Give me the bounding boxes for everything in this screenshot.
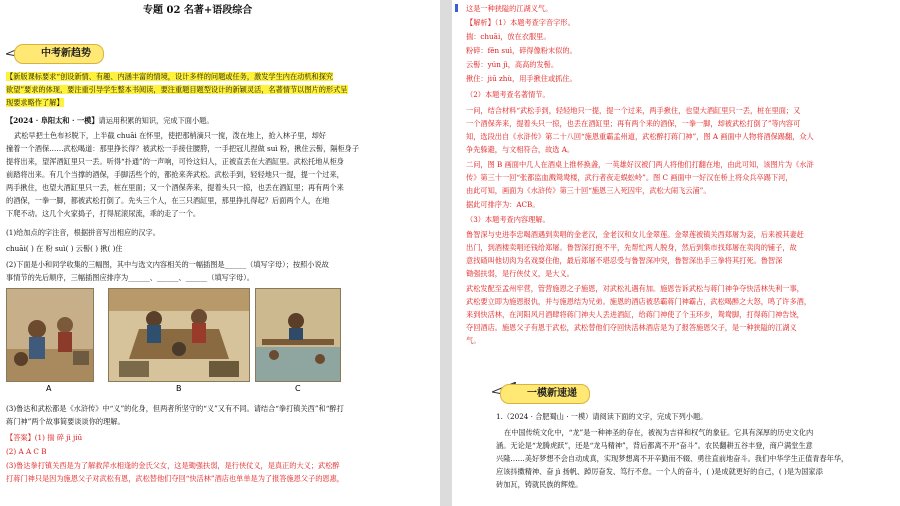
caption-c: C <box>295 384 301 393</box>
section-banner-mock: 一模新速递 <box>500 384 590 404</box>
intro-line: 现要求略作了解】 <box>6 98 64 107</box>
analysis-line: 气。 <box>466 336 481 345</box>
analysis-line: 据此可排序为：ACB。 <box>466 200 540 209</box>
analysis-line: 意找碴叫他切肉为名戏耍住他，最后郑屠不堪忍受与鲁智深冲突，鲁智深出手三拳将其打死。鲁智深 <box>466 256 783 265</box>
question-1: (1)给加点的字注音，根据拼音写出相应的汉字。 <box>6 228 160 237</box>
analysis-line: 云髻：yún jì，高高的发髻。 <box>466 60 559 69</box>
analysis-line: 这是一种狭隘的江湖义气。 <box>466 4 553 13</box>
margin-marker <box>455 4 458 12</box>
question-3: 蒋门神”两个故事简要谈谈你的理解。 <box>6 417 125 426</box>
analysis-line: 来到快活林，在河阳风月酒肆将蒋门神夫人丢进酒缸，给蒋门神使了个玉环步，鸳鸯脚，打得蒋门神告饶， <box>466 310 804 319</box>
analysis-line: 二问，图 B 画面中几人在酒桌上推杯换盏，一英雄好汉被门两人将他们打翻在地，由此可知，该图片为《水浒 <box>466 160 814 169</box>
section-banner-trend: 中考新趋势 <box>14 44 104 64</box>
illustration-c <box>255 288 341 382</box>
answer-2: (2) A A C B <box>6 447 47 456</box>
illustration-b <box>108 288 250 382</box>
passage-line: 提将出来，望浑酒缸里只一丢。听得“扑通”的一声响，可怜这妇人，正被直丢在大酒缸里。武松托地从柜身 <box>6 157 344 166</box>
question-source: 【2024 · 阜阳太和 · 一模】 <box>6 116 99 125</box>
question-1-items: chuāi( ) 在 粉 suì( ) 云髻( ) 揪( )住 <box>6 244 123 253</box>
passage-line: 涵。无论是“龙腾虎跃”，还是“龙马精神”，背后都离不开“奋斗”。农民翻耕五谷丰登，商户满堂生意 <box>496 441 813 450</box>
question-intro: 请运用积累的知识，完成下面小题。 <box>98 116 214 125</box>
analysis-line: 粉碎：fěn suì，碎得像粉末似的。 <box>466 46 577 55</box>
intro-line: 欲望”要求的体现，要注重引导学生整本书阅读，要注重题目题型设计的新颖灵活，名著情节以图片的形式呈 <box>6 85 348 94</box>
caption-a: A <box>46 384 52 393</box>
question-2: (2)下面是小和同学收集的三幅图，其中与选文内容相关的一幅插图是______（填写字母）；按照小说故 <box>6 260 329 269</box>
analysis-line: 武松发配至孟州牢营，管营施恩之子施恩，对武松礼遇有加。施恩告诉武松与蒋门神争夺快活林失利一事， <box>466 284 804 293</box>
analysis-line: 出门，到酒楼卖唱还钱给郑屠。鲁智深打抱不平，先帮忙两人脱身，然后到集市找郑屠在卖肉的铺子，故 <box>466 243 797 252</box>
answer-3: 打蒋门神只是因为施恩父子对武松有恩，武松替他们夺回“快活林”酒店也单单是为了报答施恩父子的恩惠， <box>6 474 344 483</box>
passage-line: 两手揪住，也望大酒缸里只一丢，桩在里面；又一个酒保奔来，提着头只一掠，也丢在酒缸里；再有两个来 <box>6 183 344 192</box>
passage-line: 前踏将出来。有几个当撑的酒保，手脚活些个的，都抢来奔武松。武松手到，轻轻地只一提，提一个过来， <box>6 170 344 179</box>
passage-line: 撞着一个酒保……武松喝道：那里挣长得？被武松一手接住腰胯，一手把冠儿捏做 suì 粉，揪住云髻，隔柜身子 <box>6 144 360 153</box>
question-header <box>6 116 214 125</box>
analysis-line: 一个酒保奔来，提着头只一掠，也丢在酒缸里；再有两个来的酒保，一拳一脚，却被武松打倒了”等内容可 <box>466 119 801 128</box>
analysis-line: 夺回酒店。施恩父子有恩于武松，武松替他们夺回快活林酒店是为了报答施恩父子，是一种狭隘的江湖义 <box>466 323 797 332</box>
analysis-line: 由此可知，画面为《水浒传》第三十回“施恩三入死囚牢，武松大闹飞云浦”。 <box>466 186 711 195</box>
caption-b: B <box>176 384 182 393</box>
answer-3: (3)鲁达拳打镇关西是为了解救萍水相逢的金氏父女，这是锄强扶弱，是行侠仗义，是真正的大义；武松醉 <box>6 461 340 470</box>
page-gutter <box>440 0 452 506</box>
intro-line: 【新版课标要求“创设新情、有趣、内涵丰富的情境，设计多样的问题或任务，激发学生内在动机和探究 <box>6 72 334 81</box>
answer-1: 【答案】(1) 揣 碎 jì jiū <box>6 433 83 442</box>
analysis-line: 争先躲避，与文相符合，故选 A。 <box>466 145 575 154</box>
page-title: 专题 02 名著+语段综合 <box>143 5 253 16</box>
analysis-line: 武松要立即为施恩报仇，并与施恩结为兄弟。施恩的酒店被恶霸蒋门神霸占，武松喝醉之大怒，鸣了许多酒， <box>466 297 812 306</box>
passage-line: 应该抖擞精神、奋 jì 扬帆、踔厉奋发、笃行不怠。一个人的奋斗，( )是成就更好的自己，( )是为国家添 <box>496 467 823 476</box>
question-line: 1.（2024 · 合肥蜀山 · 一模）请阅读下面的文字，完成下列小题。 <box>496 412 708 421</box>
passage-line: 在中国传统文化中，“龙”是一种神圣的存在，被视为吉祥和权气的象征。它具有深厚的历史文化内 <box>504 428 814 437</box>
right-page <box>452 0 900 506</box>
passage-line: 的酒保，一拳一脚，都被武松打倒了。先头三个人，在三只酒缸里，那里挣扎得起？后面两个人，在地 <box>6 196 330 205</box>
illustration-a <box>6 288 94 382</box>
analysis-line: 知，选段出自《水浒传》第二十八回“施恩重霸孟州道，武松醉打蒋门神”，图 A 画面中人物将酒保踢翻，众人 <box>466 132 814 141</box>
passage-line: 下爬不动。这几个火家捣子，打得屁滚尿流，乖的走了一个。 <box>6 209 201 218</box>
analysis-line: 传》第三十一回“张都监血溅鸳鸯楼，武行者夜走蜈蚣岭”。图 C 画面中一好汉在桥上将众兵卒踢下河， <box>466 173 793 182</box>
analysis-line: （2）本题考查名著情节。 <box>466 90 550 99</box>
analysis-line: 揣：chuāi，放在衣服里。 <box>466 32 551 41</box>
passage-line: 武松早把土色布衫脱下，上半截 chuāi 在怀里，使把那梢滴只一搅，泼在地上，抢入林子里，却好 <box>14 131 326 140</box>
left-page <box>0 0 440 506</box>
analysis-line: 锄强扶弱，是行侠仗义，是大义。 <box>466 269 574 278</box>
analysis-line: 【解析】（1）本题考查字音字形。 <box>466 18 575 27</box>
analysis-line: 鲁智深与史进李忠喝酒遇到卖唱的金老汉，金老汉和女儿金翠莲。金翠莲被镇关西郑屠为妾，后来被其妻赶 <box>466 230 804 239</box>
passage-line: 砖加瓦，铸就民族的辉煌。 <box>496 480 583 489</box>
question-3: (3)鲁达和武松都是《水浒传》中“义”的化身，但两者所坚守的“义”又有不同。请结合“拳打镇关西”和“醉打 <box>6 404 344 413</box>
analysis-line: 揪住：jiū zhù，用手揪住或抓住。 <box>466 74 577 83</box>
question-2: 事情节的先后顺序，三幅插图应排序为______、______、______（填写字母）。 <box>6 273 254 282</box>
analysis-line: （3）本题考查内容理解。 <box>466 215 550 224</box>
passage-line: 兴隆……美好梦想不会自动成真，实现梦想离不开辛勤而不辍、勇往直前地奋斗。我们中华学生正值青春年华， <box>496 454 849 463</box>
analysis-line: 一问，结合材料“武松手到，轻轻地只一提，提一个过来，两手揪住，也望大酒缸里只一丢，桩在里面；又 <box>466 106 801 115</box>
